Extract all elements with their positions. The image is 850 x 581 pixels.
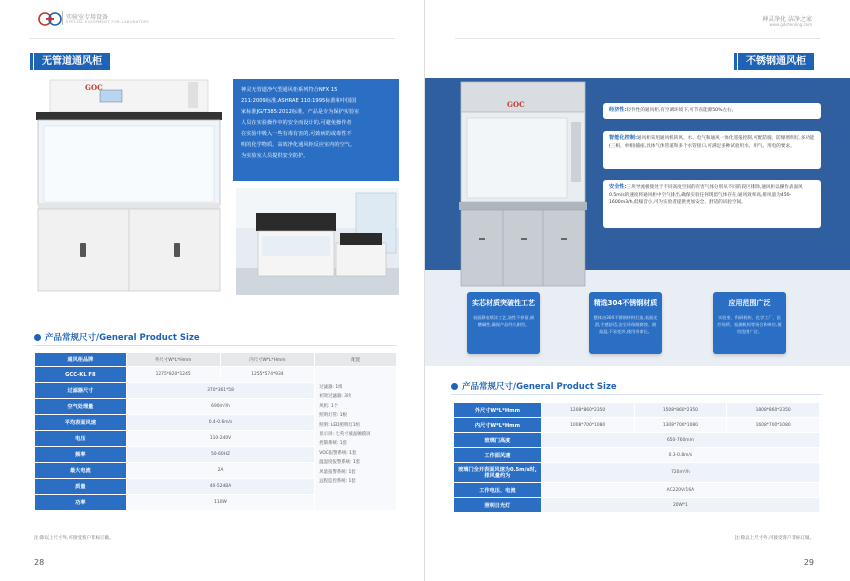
card-title: 实芯材质突破性工艺 bbox=[472, 299, 535, 307]
feature-title: 智能化控制: bbox=[609, 135, 638, 141]
row-label: 外尺寸W*L*Hmm bbox=[454, 403, 542, 418]
card-application bbox=[713, 292, 786, 354]
section-dot-icon bbox=[34, 334, 41, 341]
description-line: 神灵无管道净气型通风柜系列符合NFX 15 bbox=[241, 87, 338, 93]
section-rule bbox=[451, 394, 822, 395]
feature-title: 安全性: bbox=[609, 184, 627, 190]
table-head-cell: 配置 bbox=[315, 353, 397, 367]
hood-brand-label: GOC bbox=[507, 100, 525, 109]
config-item: 初效过滤器: 3块 bbox=[319, 394, 352, 400]
description-line: 211:2009标准,ASHRAE 110:1995标准和中国国 bbox=[241, 98, 357, 104]
card-text: 整体由304不锈钢材料打造,表面光滑,手感舒适,安全环保耐腐蚀、耐高温,不易变形,使用寿命长。 bbox=[593, 315, 658, 334]
table-cell: 0.3-0.8m/s bbox=[541, 448, 819, 463]
card-title: 应用范围广泛 bbox=[728, 299, 771, 307]
size-section-title bbox=[34, 331, 200, 343]
feature-safety bbox=[603, 180, 821, 228]
hood-brand-label: GOC bbox=[85, 83, 103, 92]
config-item: 风量报警系统: 1套 bbox=[319, 469, 356, 475]
page-number: 29 bbox=[803, 558, 814, 567]
table-cell: 20W*1 bbox=[541, 498, 819, 513]
page-title: 无管道通风柜 bbox=[34, 53, 110, 70]
row-label: 过滤器尺寸 bbox=[35, 383, 127, 399]
row-label: 工作电压、电流 bbox=[454, 483, 542, 498]
table-head-cell: 内尺寸W*L*Hmm bbox=[220, 353, 315, 367]
row-label: 空气处理量 bbox=[35, 399, 127, 415]
header-slogan: 神灵净化 洁净之家 bbox=[762, 16, 812, 23]
row-label: 工作面风速 bbox=[454, 448, 542, 463]
config-item: 照明: LED照明灯1组 bbox=[319, 422, 360, 428]
table-cell: 1308*700*1080 bbox=[634, 418, 727, 433]
header-title: 实验室专用设备 bbox=[66, 14, 109, 21]
feature-text: 通风柜采用通风机转风、水、电气和通风一体化遥报控制,可配防腐、防爆照明灯,多功能(三相、单相)插座,具体气体管道和多个水管接口,可满足多种试验用水、用气、用电的要求。 bbox=[609, 136, 815, 149]
table-cell: 110W bbox=[126, 495, 315, 511]
description-line: 明的化学物质。高效净化通风柜反应室内的空气。 bbox=[241, 142, 356, 148]
config-item: 温湿度报警系统: 1套 bbox=[319, 460, 361, 466]
row-label: 照明日光灯 bbox=[454, 498, 542, 513]
feature-text: 轻伶性的通风柜,有空调环境下,可节省能源50%左右。 bbox=[626, 108, 737, 113]
description-line: 在实验中吸入一些有毒有害的,可致病的或毒性不 bbox=[241, 131, 352, 137]
size-section-label: 产品常规尺寸/General Product Size bbox=[45, 333, 200, 343]
config-item: 照明灯管: 1根 bbox=[319, 413, 347, 419]
table-cell: 1275*820*1245 bbox=[126, 367, 220, 383]
left-spec-table bbox=[34, 352, 397, 511]
config-cell bbox=[315, 367, 397, 511]
row-label: 内尺寸W*L*Hmm bbox=[454, 418, 542, 433]
table-cell: AC220V/16A bbox=[541, 483, 819, 498]
description-line: 人员在实验操作中的安全而设计的,可避免操作者 bbox=[241, 120, 352, 126]
table-cell: 2A bbox=[126, 463, 315, 479]
card-text: 实验室、科研机构、化学工厂、医疗场所、检测机构等场合和单位,使用范围广泛。 bbox=[717, 315, 782, 334]
card-process bbox=[467, 292, 540, 354]
lab-photo bbox=[236, 188, 399, 295]
right-spec-table bbox=[453, 402, 820, 513]
header-rule bbox=[455, 38, 820, 39]
feature-smart-control bbox=[603, 131, 821, 169]
header-website: www.gdshenling.com bbox=[769, 22, 812, 27]
row-label: 平均表面风速 bbox=[35, 415, 127, 431]
table-cell: 1208*860*2350 bbox=[541, 403, 634, 418]
table-cell: 40-52dBA bbox=[126, 479, 315, 495]
right-page bbox=[425, 0, 850, 581]
table-head-cell: 外尺寸W*L*Hmm bbox=[126, 353, 220, 367]
table-cell: 50-60HZ bbox=[126, 447, 315, 463]
feature-title: 经济性: bbox=[609, 107, 627, 113]
size-section-title bbox=[451, 380, 617, 392]
row-label: 玻璃门全开表面风速为0.5m/s时,排风量约为 bbox=[454, 463, 542, 483]
header-divider bbox=[62, 11, 63, 25]
table-cell: 1608*700*1080 bbox=[727, 418, 820, 433]
config-item: 控制系统: 1套 bbox=[319, 441, 347, 447]
table-cell: 720m³/h bbox=[541, 463, 819, 483]
config-item: 过滤器: 1组 bbox=[319, 385, 343, 390]
table-cell: 1508*860*2350 bbox=[634, 403, 727, 418]
feature-economy bbox=[603, 103, 821, 119]
row-label: 功率 bbox=[35, 495, 127, 511]
footnote: 注:除以上尺寸外,可接受客户非标订做。 bbox=[34, 536, 114, 541]
table-cell: 1808*860*2350 bbox=[727, 403, 820, 418]
page-number: 28 bbox=[34, 558, 45, 567]
section-dot-icon bbox=[451, 383, 458, 390]
footnote: 注:除以上尺寸外,可接受客户非标订做。 bbox=[734, 536, 814, 541]
card-text: 表面静电喷涂工艺,油性不停留,耐酸碱性,确保产品经久耐用。 bbox=[472, 315, 535, 327]
description-line: 为实验室人员提供安全防护。 bbox=[241, 153, 309, 159]
table-cell: 370*361*58 bbox=[126, 383, 315, 399]
table-cell: 650-760mm bbox=[541, 433, 819, 448]
table-head-cell: 通风柜品牌 bbox=[35, 353, 127, 367]
row-label: 质量 bbox=[35, 479, 127, 495]
table-cell: 0.4-0.6m/s bbox=[126, 415, 315, 431]
table-cell: 690m³/h bbox=[126, 399, 315, 415]
stainless-hood-image bbox=[453, 78, 593, 288]
row-label: 玻璃门高度 bbox=[454, 433, 542, 448]
page-title: 不锈钢通风柜 bbox=[738, 53, 814, 70]
table-cell: 1255*574*934 bbox=[220, 367, 315, 383]
table-cell: 1008*700*1080 bbox=[541, 418, 634, 433]
ductless-hood-image bbox=[28, 78, 223, 293]
row-label: 最大电流 bbox=[35, 463, 127, 479]
description-line: 家标准JG/T385:2012标准。产品是专为保护实验室 bbox=[241, 109, 360, 115]
row-label: 电压 bbox=[35, 431, 127, 447]
feature-text: 三块导流板使处于不同高度空间的有害气体分别从不同的段区排除,通风柜以操作表面风0.5m/s的速度将通风柜中空气排出,确保实验任何现留气体存在;通风效率高,排风量为450-1600m3/h,低噪音小,可为实验者提供更加安全、舒适的试验空间。 bbox=[609, 185, 803, 205]
header-subtitle: SPECIAL EQUIPMENT FOR LABORATORY bbox=[66, 20, 150, 24]
card-material bbox=[589, 292, 662, 354]
size-section-label: 产品常规尺寸/General Product Size bbox=[462, 382, 617, 392]
row-label: 频率 bbox=[35, 447, 127, 463]
header-rule bbox=[30, 38, 395, 39]
company-logo bbox=[38, 10, 60, 26]
config-item: 显示屏: 七英寸液晶触摸屏 bbox=[319, 432, 371, 438]
config-item: VOC报警系统: 1套 bbox=[319, 450, 357, 456]
config-item: 风机: 1个 bbox=[319, 403, 339, 409]
section-rule bbox=[34, 345, 397, 346]
description-panel bbox=[233, 79, 399, 181]
config-item: 远程监控系统: 1套 bbox=[319, 479, 356, 485]
card-title: 精选304不锈钢材质 bbox=[593, 299, 658, 307]
model-cell: GCC-KL F8 bbox=[35, 367, 127, 383]
table-cell: 110-240V bbox=[126, 431, 315, 447]
